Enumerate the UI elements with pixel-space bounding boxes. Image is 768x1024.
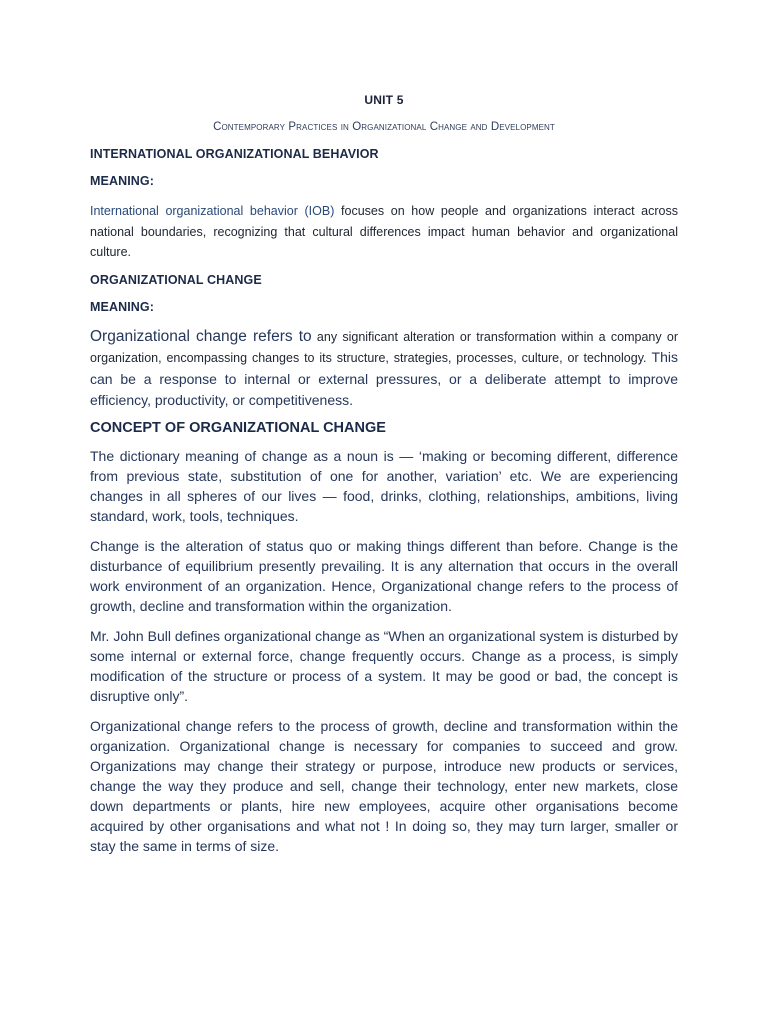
concept-paragraph-4: Organizational change refers to the process of growth, decline and transformation within the organization. Organizational change is necessary for companies to succeed and grow. Organizations may change their strategy or purpose, introduce new products or services, change the way they produce and sell, change their technology, enter new markets, close down departments or plants, hire new employees, acquire other organisations become acquired by other organisations and what not ! In doing so, they may turn larger, smaller or stay the same in terms of size. xyxy=(90,717,678,854)
oc-paragraph-middle: any significant alteration or transformation within a company or organization, encompassing changes to its structure, strategies, processes, culture, or technology. xyxy=(90,329,678,365)
concept-paragraph-2: Change is the alteration of status quo or making things different than before. Change is the disturbance of equilibrium presently prevailing. It is any alternation that occurs in the overall work environment of an organization. Hence, Organizational change refers to the process of growth, decline and transformation within the organization. xyxy=(90,537,678,614)
iob-meaning-label: MEANING: xyxy=(90,174,154,188)
oc-paragraph-lead: Organizational change refers to xyxy=(90,327,312,345)
concept-paragraph-1: The dictionary meaning of change as a noun is — ‘making or becoming different, difference from previous state, substitution of one for another, variation’ etc. We are experiencing changes in all spheres of our lives — food, drinks, clothing, relationships, ambitions, living standard, work, tools, techniques. xyxy=(90,447,678,524)
oc-meaning-label: MEANING: xyxy=(90,299,154,314)
oc-heading: ORGANIZATIONAL CHANGE xyxy=(90,272,262,287)
unit-title: UNIT 5 xyxy=(364,93,404,107)
concept-heading: CONCEPT OF ORGANIZATIONAL CHANGE xyxy=(90,419,386,436)
page-content xyxy=(90,93,678,866)
unit-subtitle: Contemporary Practices in Organizational Change and Development xyxy=(213,121,555,133)
iob-paragraph-rest: focuses on how people and organizations interact across national boundaries, recognizing that cultural differences impact human behavior and organizational culture. xyxy=(90,204,678,259)
oc-paragraph-end: This can be a response to internal or external pressures, or a deliberate attempt to improve efficiency, productivity, or competitiveness. xyxy=(90,349,678,408)
concept-paragraph-3: Mr. John Bull defines organizational change as “When an organizational system is disturbed by some internal or external force, change frequently occurs. Change as a process, is simply modification of the structure or process of a system. It may be good or bad, the concept is disruptive only”. xyxy=(90,627,678,704)
iob-paragraph xyxy=(90,201,678,263)
iob-heading: INTERNATIONAL ORGANIZATIONAL BEHAVIOR xyxy=(90,147,379,161)
oc-paragraph xyxy=(90,327,678,412)
iob-paragraph-lead: International organizational behavior (IOB) xyxy=(90,204,335,218)
